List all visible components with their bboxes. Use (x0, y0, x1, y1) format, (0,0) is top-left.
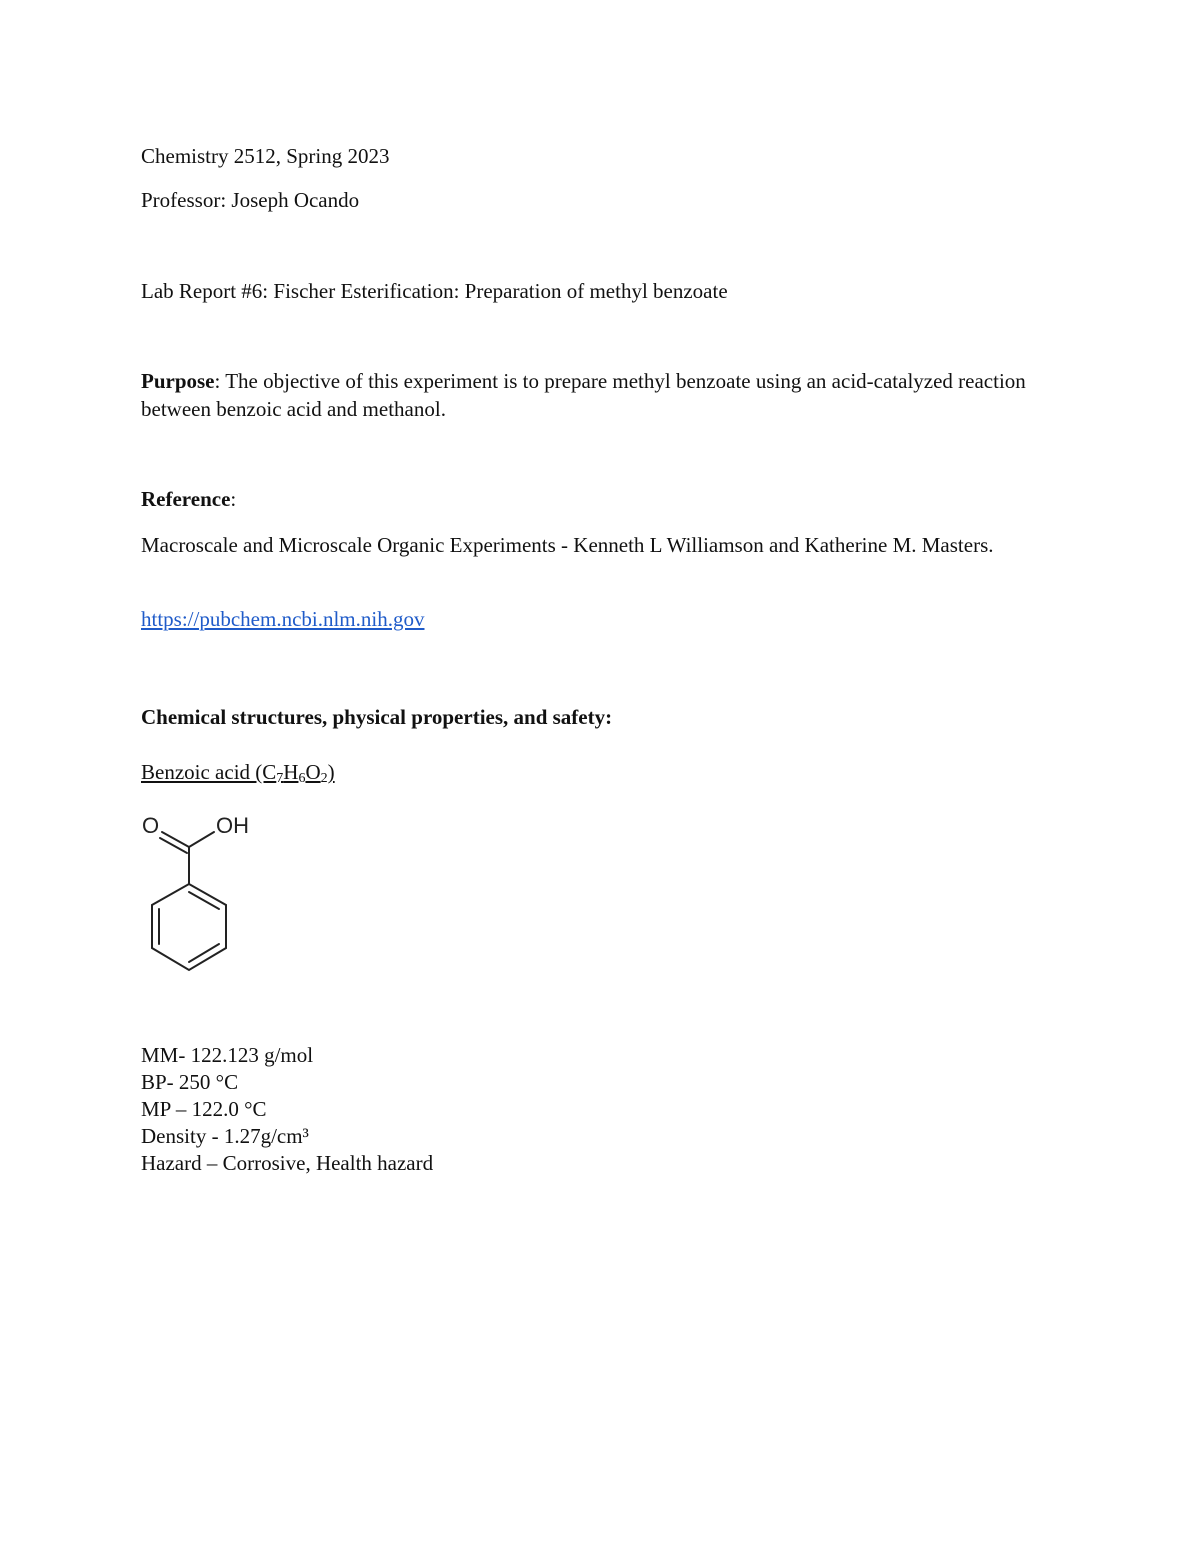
compound-suffix: ) (327, 760, 335, 784)
purpose-label: Purpose (141, 369, 215, 393)
reference-book: Macroscale and Microscale Organic Experiments - Kenneth L Williamson and Katherine M. Masters. (141, 533, 994, 557)
density: Density - 1.27g/cm³ (141, 1124, 309, 1148)
compound-sub-c: 7 (276, 771, 284, 786)
benzoic-acid-structure (138, 808, 268, 978)
report-title: Lab Report #6: Fischer Esterification: Preparation of methyl benzoate (141, 279, 728, 303)
hazard: Hazard – Corrosive, Health hazard (141, 1151, 434, 1175)
melting-point: MP – 122.0 °C (141, 1097, 267, 1121)
compound-sub-h: 6 (298, 771, 306, 786)
reference-label: Reference (141, 487, 231, 511)
purpose-paragraph (141, 367, 1071, 423)
course-line: Chemistry 2512, Spring 2023 (141, 144, 390, 168)
compound-name-prefix: Benzoic acid (C (141, 760, 277, 784)
pubchem-link[interactable]: https://pubchem.ncbi.nlm.nih.gov (141, 607, 425, 631)
molar-mass: MM- 122.123 g/mol (141, 1043, 314, 1067)
compound-o: O (305, 760, 321, 784)
boiling-point: BP- 250 °C (141, 1070, 239, 1094)
compound-sub-o: 2 (320, 771, 328, 786)
compound-h: H (283, 760, 299, 784)
carbonyl-oxygen-label: O (142, 813, 160, 838)
reference-colon: : (230, 487, 237, 511)
purpose-text: : The objective of this experiment is to prepare methyl benzoate using an acid-catalyzed reaction between benzoic acid and methanol. (141, 369, 1026, 421)
professor-line: Professor: Joseph Ocando (141, 188, 360, 212)
hydroxyl-label: OH (216, 813, 249, 838)
reference-heading (141, 485, 236, 513)
compound-name (141, 758, 335, 786)
reference-link-line (141, 605, 424, 633)
section-heading: Chemical structures, physical properties, and safety: (141, 705, 613, 729)
structure-bonds (152, 832, 226, 970)
